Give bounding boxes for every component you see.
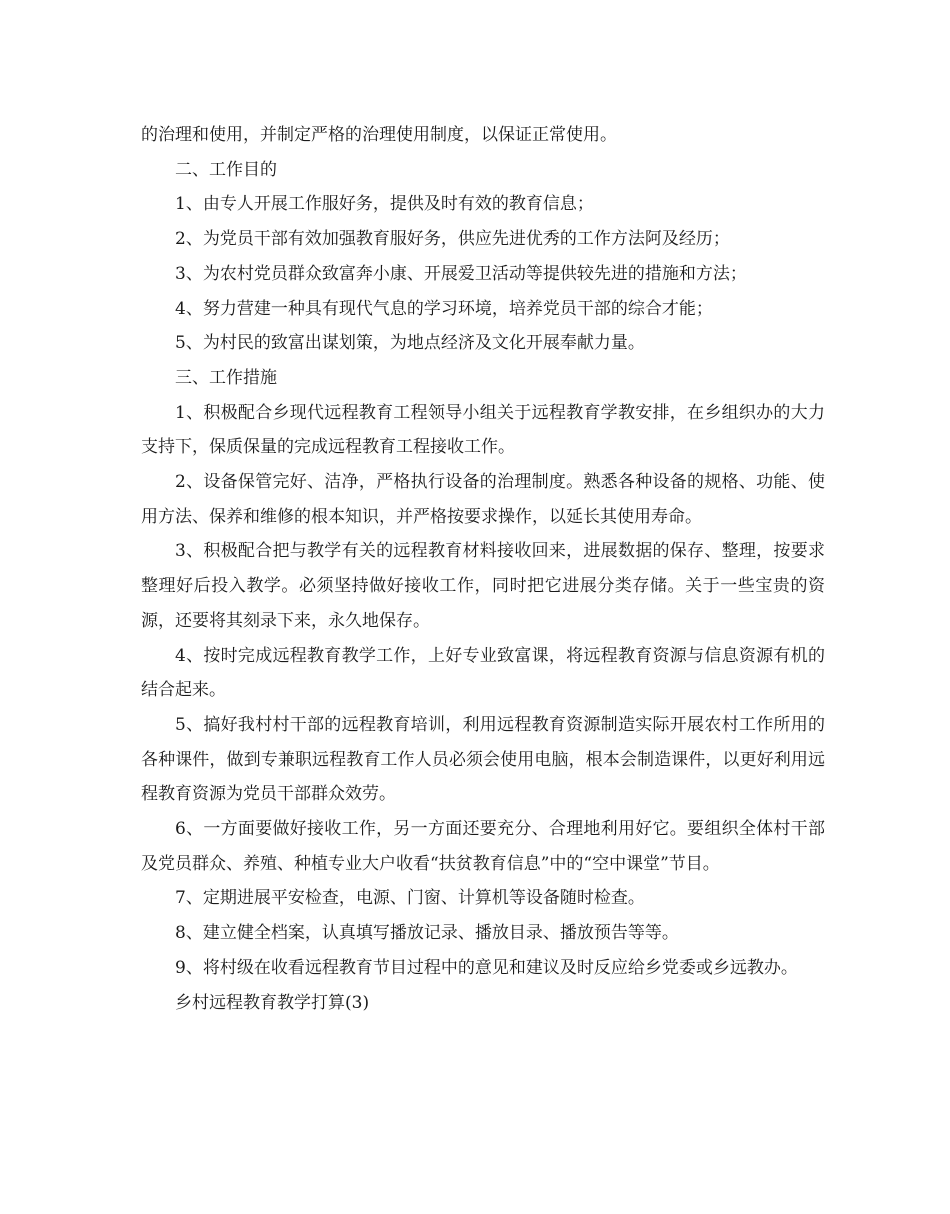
measure-item: 1、积极配合乡现代远程教育工程领导小组关于远程教育学教安排，在乡组织办的大力支持下，保质保量的完成远程教育工程接收工作。 (141, 402, 825, 458)
measure-item: 8、建立健全档案，认真填写播放记录、播放目录、播放预告等等。 (175, 923, 679, 944)
measure-item: 2、设备保管完好、洁净，严格执行设备的治理制度。熟悉各种设备的规格、功能、使用方法、保养和维修的根本知识，并严格按要求操作，以延长其使用寿命。 (141, 472, 825, 527)
measure-item: 4、按时完成远程教育教学工作，上好专业致富课，将远程教育资源与信息资源有机的结合起来。 (141, 645, 825, 701)
section-heading-measures: 三、工作措施 (175, 367, 277, 388)
paragraph-continuation: 的治理和使用，并制定严格的治理使用制度，以保证正常使用。 (141, 125, 617, 145)
goal-item: 5、为村民的致富出谋划策，为地点经济及文化开展奉献力量。 (175, 333, 645, 354)
measure-item: 5、搞好我村村干部的远程教育培训，利用远程教育资源制造实际开展农村工作所用的各种课件，做到专兼职远程教育工作人员必须会使用电脑，根本会制造课件，以更好利用远程教育资源为党员干部群众效劳。 (141, 714, 825, 805)
measure-item: 7、定期进展平安检查，电源、门窗、计算机等设备随时检查。 (175, 888, 645, 909)
document-body (141, 118, 825, 1020)
measure-item: 3、积极配合把与教学有关的远程教育材料接收回来，进展数据的保存、整理，按要求整理好后投入教学。必须坚持做好接收工作，同时把它进展分类存储。关于一些宝贵的资源，还要将其刻录下来，永久地保存。 (141, 541, 825, 631)
goal-item: 3、为农村党员群众致富奔小康、开展爱卫活动等提供较先进的措施和方法； (175, 263, 747, 284)
goal-item: 2、为党员干部有效加强教育服好务，供应先进优秀的工作方法阿及经历； (175, 229, 730, 250)
goal-item: 1、由专人开展工作服好务，提供及时有效的教育信息； (175, 194, 594, 215)
measure-item: 9、将村级在收看远程教育节目过程中的意见和建议及时反应给乡党委或乡远教办。 (175, 957, 798, 978)
goal-item: 4、努力营建一种具有现代气息的学习环境，培养党员干部的综合才能； (175, 298, 713, 319)
next-document-title: 乡村远程教育教学打算(3) (175, 992, 370, 1013)
measure-item: 6、一方面要做好接收工作，另一方面还要充分、合理地利用好它。要组织全体村干部及党员群众、养殖、种植专业大户收看“扶贫教育信息”中的“空中课堂”节目。 (141, 819, 825, 874)
section-heading-goals: 二、工作目的 (175, 159, 277, 180)
